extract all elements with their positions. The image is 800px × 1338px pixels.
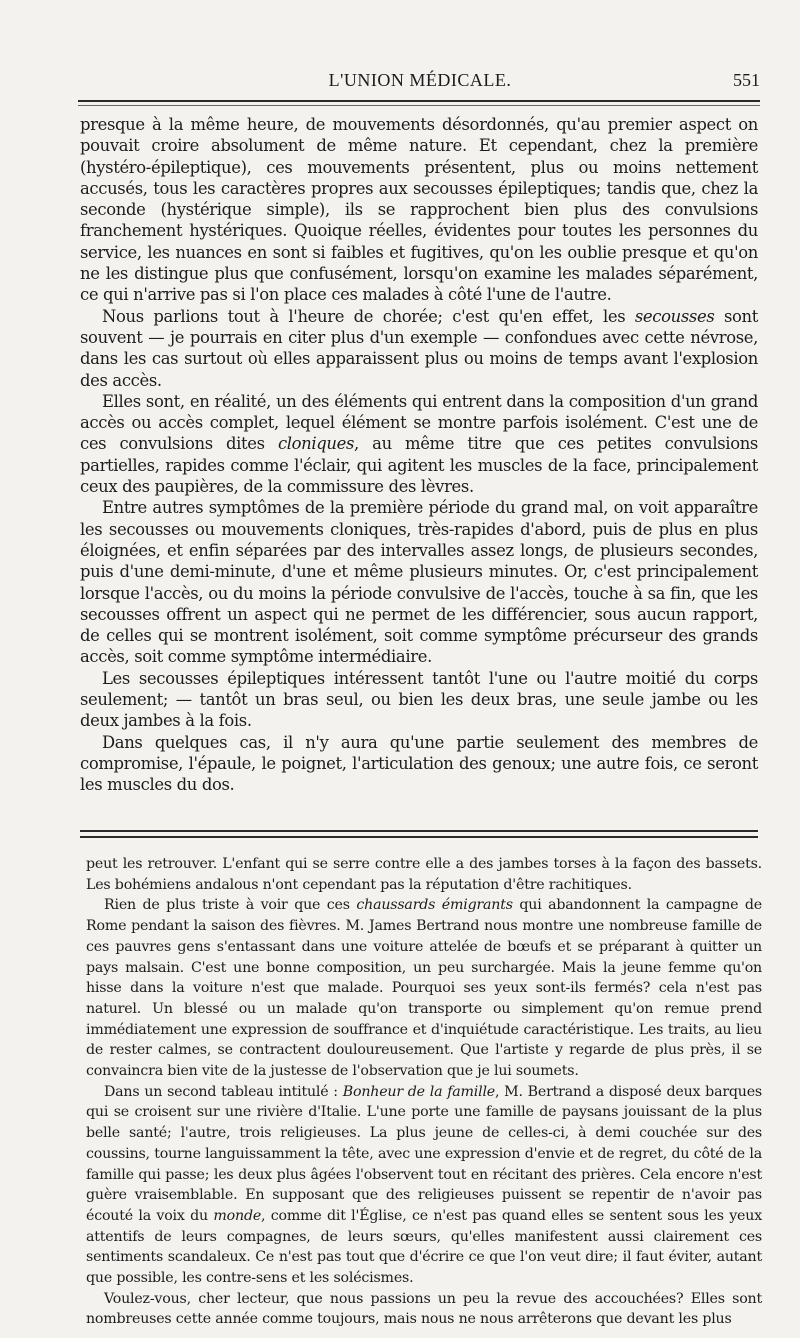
feuilleton-separator-bottom: [80, 836, 758, 838]
feuilleton-paragraph-2-emphasis: chaussards émigrants: [356, 897, 513, 914]
paragraph-4: Entre autres symptômes de la première période du grand mal, on voit apparaître les secousses ou mouvements cloniques, très-rapides d'abord, puis de plus en plus éloignées, et enfin séparées par des intervalles assez longs, de plusieurs secondes, puis d'une demi-minute, d'une et même plusieurs minutes. Or, c'est principalement lorsque l'accès, ou du moins la période convulsive de l'accès, touche à sa fin, que les secousses offrent un aspect qui ne permet de les différencier, sous aucun rapport, de celles qui se montrent isolément, soit comme symptôme précurseur des grands accès, soit comme symptôme intermédiaire.: [80, 498, 758, 667]
feuilleton-separator-top: [80, 830, 758, 832]
feuilleton-paragraph-3-text-c: , comme dit l'Église, ce n'est pas quand elles se sentent sous les yeux attentifs de leurs compagnes, de leurs sœurs, qu'elles manifestent aussi clairement ces sentiments scandaleux. Ce n'est pas tout que d'écrire ce que l'on veut dire; il faut éviter, autant que possible, les contre-sens et les solécismes.: [86, 1207, 762, 1287]
paragraph-2-text-b: sont souvent — je pourrais en citer plus d'un exemple — confondues avec cette névrose, dans les cas surtout où elles apparaissent plus ou moins de temps avant l'explosion des accès.: [80, 306, 758, 390]
feuilleton-paragraph-3-emphasis-2: monde: [213, 1207, 262, 1224]
feuilleton-paragraph-3-text-a: Dans un second tableau intitulé :: [104, 1083, 343, 1100]
header-rule-thin: [78, 105, 760, 106]
article-body: [80, 114, 758, 796]
feuilleton-paragraph-3-emphasis: Bonheur de la famille: [342, 1083, 495, 1100]
paragraph-1: presque à la même heure, de mouvements désordonnés, qu'au premier aspect on pouvait croire absolument de même nature. Et cependant, chez la première (hystéro-épileptique), ces mouvements présentent, plus ou moins nettement accusés, tous les caractères propres aux secousses épileptiques; tandis que, chez la seconde (hystérique simple), ils se rapprochent bien plus des convulsions franchement hystériques. Quoique réelles, évidentes pour toutes les personnes du service, les nuances en sont si faibles et fugitives, qu'on les oublie presque et qu'on ne les distingue plus que confusément, lorsqu'on examine les malades séparément, ce qui n'arrive pas si l'on place ces malades à côté l'une de l'autre.: [80, 115, 758, 305]
feuilleton-paragraph-2: [86, 895, 762, 1081]
paragraph-3-text-a: Elles sont, en réalité, un des éléments qui entrent dans la composition d'un grand accès ou accès complet, lequel élément se montre parfois isolément. C'est une de ces convulsions dites: [80, 391, 758, 454]
paragraph-3: [80, 391, 758, 497]
running-title: L'UNION MÉDICALE.: [328, 70, 512, 90]
paragraph-3-emphasis: cloniques: [277, 434, 355, 454]
feuilleton-paragraph-3: [86, 1082, 762, 1289]
feuilleton-body: [86, 854, 762, 1330]
paragraph-5: Les secousses épileptiques intéressent tantôt l'une ou l'autre moitié du corps seulement; — tantôt un bras seul, ou bien les deux bras, une seule jambe ou les deux jambes à la fois.: [80, 668, 758, 731]
feuilleton-paragraph-4: Voulez-vous, cher lecteur, que nous passions un peu la revue des accouchées? Elles sont nombreuses cette année comme toujours, mais nous ne nous arrêterons que devant les plus: [86, 1290, 762, 1328]
paragraph-2: [80, 306, 758, 391]
paragraph-2-text-a: Nous parlions tout à l'heure de chorée; c'est qu'en effet, les: [102, 306, 635, 326]
feuilleton-paragraph-3-text-b: , M. Bertrand a disposé deux barques qui se croisent sur une rivière d'Italie. L'une porte une famille de paysans jouissant de la plus belle santé; l'autre, trois religieuses. La plus jeune de celles-ci, à demi couchée sur des coussins, tourne languissamment la tête, avec une expression d'envie et de regret, du côté de la famille qui passe; les deux plus âgées l'observent tout en récitant des prières. Cela encore n'est guère vraisemblable. En supposant que des religieuses puissent se repentir de n'avoir pas écouté la voix du: [86, 1083, 762, 1224]
page-header: [80, 70, 760, 98]
paragraph-2-emphasis: secousses: [634, 306, 715, 326]
page-number: 551: [733, 70, 760, 90]
feuilleton-paragraph-1: peut les retrouver. L'enfant qui se serre contre elle a des jambes torses à la façon des bassets. Les bohémiens andalous n'ont cependant pas la réputation d'être rachitiques.: [86, 856, 762, 893]
feuilleton-paragraph-2-text-a: Rien de plus triste à voir que ces: [104, 897, 357, 914]
paragraph-3-text-b: , au même titre que ces petites convulsions partielles, rapides comme l'éclair, qui agitent les muscles de la face, principalement ceux des paupières, de la commissure des lèvres.: [80, 434, 758, 497]
feuilleton-paragraph-2-text-b: qui abandonnent la campagne de Rome pendant la saison des fièvres. M. James Bertrand nous montre une nombreuse famille de ces pauvres gens s'entassant dans une voiture attelée de bœufs et se préparant à quitter un pays malsain. C'est une bonne composition, un peu surchargée. Mais la jeune femme qu'on hisse dans la voiture n'est que malade. Pourquoi ses yeux sont-ils fermés? cela n'est pas naturel. Un blessé ou un malade qu'on transporte ou simplement qu'on remue prend immédiatement une expression de souffrance et d'inquiétude caractéristique. Les traits, au lieu de rester calmes, se contractent douloureusement. Que l'artiste y regarde de plus près, il se convaincra bien vite de la justesse de l'observation que je lui soumets.: [86, 897, 762, 1080]
paragraph-6: Dans quelques cas, il n'y aura qu'une partie seulement des membres de compromise, l'épaule, le poignet, l'articulation des genoux; une autre fois, ce seront les muscles du dos.: [80, 732, 758, 795]
header-rule: [78, 100, 760, 102]
